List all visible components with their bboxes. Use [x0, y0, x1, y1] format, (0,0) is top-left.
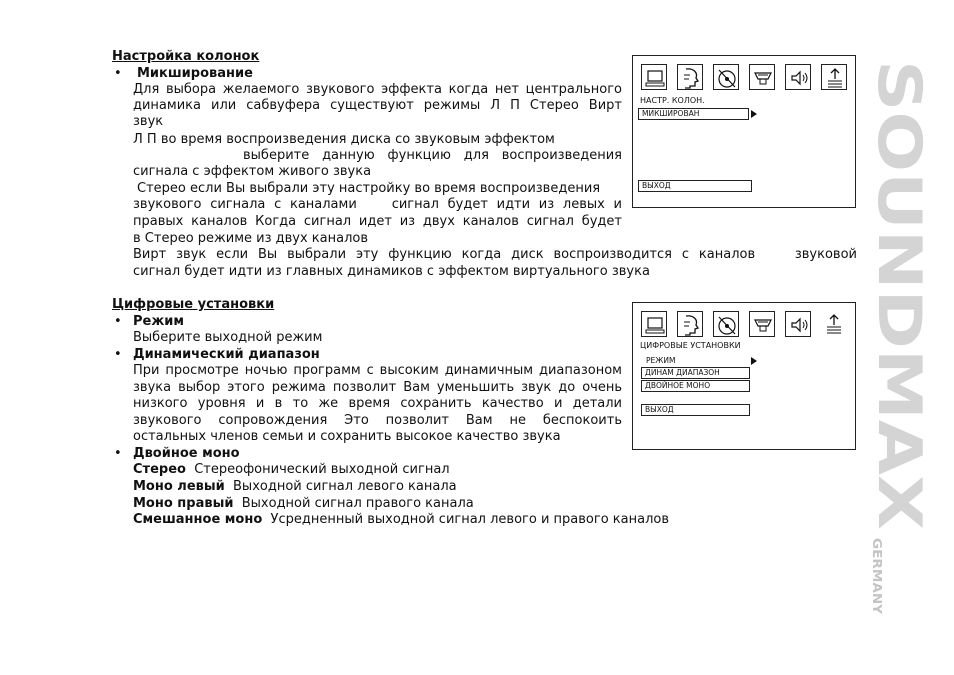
- exit-icon: [821, 311, 847, 337]
- bullet: •: [114, 66, 122, 81]
- paragraph-line: в Стерео режиме из двух каналов: [133, 231, 368, 246]
- disc-icon: [713, 311, 739, 337]
- mono-option-desc: Усредненный выходной сигнал левого и правого каналов: [270, 512, 670, 527]
- section-heading-speaker-setup: Настройка колонок: [112, 49, 260, 64]
- bullet: •: [114, 314, 122, 329]
- paragraph-line: динамика или сабвуфера существуют режимы Л П Стерео Вирт: [133, 98, 622, 113]
- mono-option-term: Смешанное моно: [133, 512, 263, 527]
- bullet-title-mode: Режим: [133, 314, 185, 329]
- osd-menu-title: НАСТР. КОЛОН.: [640, 96, 705, 105]
- paragraph-line: низкого уровня и в то же время сохранить качество и детали: [133, 396, 622, 411]
- section-heading-digital-setup: Цифровые установки: [112, 297, 275, 312]
- bullet-title-mixing: Микширование: [137, 66, 253, 81]
- paragraph-line: сигнала с эффектом живого звука: [133, 164, 372, 179]
- bullet: •: [114, 347, 122, 362]
- brand-logo-sub: GERMANY: [870, 538, 884, 606]
- brand-logo-name: SOUNDMAX: [864, 60, 934, 456]
- osd-exit-item[interactable]: ВЫХОД: [638, 180, 752, 192]
- osd-screen-digital-setup: [632, 302, 856, 450]
- face-profile-icon: [677, 311, 703, 337]
- tv-icon: [641, 64, 667, 90]
- volume-icon: [785, 311, 811, 337]
- mono-option-row: [133, 479, 457, 495]
- disc-icon: [713, 64, 739, 90]
- mono-option-term: Моно правый: [133, 496, 234, 511]
- paragraph-line: сигнал будет идти из главных динамиков с эффектом виртуального звука: [133, 264, 650, 279]
- paragraph-line: Выберите выходной режим: [133, 330, 323, 345]
- mono-option-term: Стерео: [133, 462, 186, 477]
- paragraph-line: При просмотре ночью программ с высоким динамичным диапазоном: [133, 363, 622, 378]
- mono-option-term: Моно левый: [133, 479, 225, 494]
- paragraph-line: Л П во время воспроизведения диска со звуковым эффектом: [133, 132, 555, 147]
- paragraph-line: Стерео если Вы выбрали эту настройку во время воспроизведения: [137, 181, 601, 196]
- arrow-right-icon: [751, 357, 757, 365]
- osd-menu-title: ЦИФРОВЫЕ УСТАНОВКИ: [640, 341, 741, 350]
- bullet-title-dynamic-range: Динамический диапазон: [133, 347, 320, 362]
- mono-option-desc: Стереофонический выходной сигнал: [194, 462, 450, 477]
- speaker-setup-icon: [749, 64, 775, 90]
- face-profile-icon: [677, 64, 703, 90]
- osd-menu-item-dynamic-range[interactable]: ДИНАМ ДИАПАЗОН: [641, 367, 750, 379]
- mono-option-desc: Выходной сигнал правого канала: [241, 496, 474, 511]
- paragraph-line: звукового сопровождения Это позволит Вам не беспокоить: [133, 413, 622, 428]
- arrow-right-icon: [751, 110, 757, 118]
- mono-option-row: [133, 462, 450, 478]
- mono-option-row: [133, 496, 474, 512]
- brand-logo: [862, 60, 934, 616]
- bullet-title-dual-mono: Двойное моно: [133, 446, 240, 461]
- paragraph-line: остальных членов семьи и сохранить высокое качество звука: [133, 429, 561, 444]
- bullet: •: [114, 446, 122, 461]
- speaker-setup-icon: [749, 311, 775, 337]
- paragraph-line: выберите данную функцию для воспроизведения: [243, 148, 622, 163]
- paragraph-line: Для выбора желаемого звукового эффекта когда нет центрального: [133, 82, 622, 97]
- osd-screen-speaker-setup: [632, 55, 856, 208]
- osd-menu-item-mixing[interactable]: МИКШИРОВАН: [638, 108, 749, 120]
- tv-icon: [641, 311, 667, 337]
- osd-menu-item-dual-mono[interactable]: ДВОЙНОЕ МОНО: [641, 380, 750, 392]
- volume-icon: [785, 64, 811, 90]
- mono-option-desc: Выходной сигнал левого канала: [233, 479, 457, 494]
- osd-menu-item-mode[interactable]: РЕЖИМ: [646, 356, 676, 365]
- paragraph-line: звука выбор этого режима позволит Вам уменьшить звук до очень: [133, 380, 622, 395]
- paragraph-line: правых каналов Когда сигнал идет из двух каналов сигнал будет: [133, 214, 622, 229]
- paragraph-line: звук: [133, 114, 164, 129]
- paragraph-line: звукового сигнала с каналами сигнал будет идти из левых и: [133, 197, 622, 212]
- osd-exit-item[interactable]: ВЫХОД: [641, 404, 750, 416]
- exit-icon: [821, 64, 847, 90]
- paragraph-line: Вирт звук если Вы выбрали эту функцию когда диск воспроизводится с каналов звуковой: [133, 247, 857, 262]
- mono-option-row: [133, 512, 669, 528]
